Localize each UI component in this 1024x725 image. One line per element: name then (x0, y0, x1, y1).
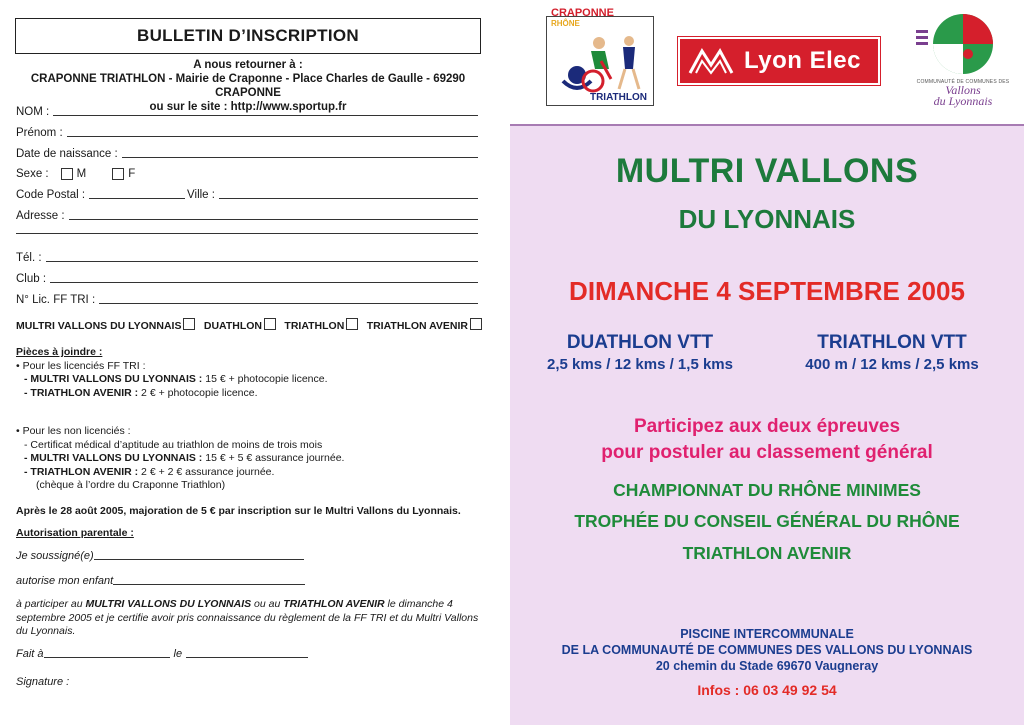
licencies-title: • Pour les licenciés FF TRI : (16, 359, 146, 372)
race-avenir-label: TRIATHLON AVENIR (366, 320, 468, 332)
fait-a-label: Fait à (16, 648, 44, 660)
duathlon-distances: 2,5 kms / 12 kms / 1,5 kms (547, 356, 733, 373)
craponne-logo-region: RHÔNE (551, 19, 580, 28)
race-option-avenir (367, 318, 486, 332)
soussigne-row (16, 550, 304, 562)
prenom-label: Prénom : (16, 127, 63, 139)
craponne-triathlon-logo (546, 7, 654, 106)
sexe-f-label: F (128, 168, 136, 180)
duathlon-block (520, 332, 760, 373)
vallons-du-lyonnais-logo (908, 10, 1018, 110)
vallons-emblem-icon (908, 10, 1018, 80)
tel-label: Tél. : (16, 252, 42, 264)
club-line[interactable] (50, 281, 478, 283)
lyon-elec-logo (678, 37, 880, 85)
ville-line[interactable] (219, 197, 478, 199)
licence-line[interactable] (99, 302, 478, 304)
adresse-line-1[interactable] (69, 218, 478, 220)
duathlon-name: DUATHLON VTT (566, 332, 714, 353)
championship-line-3: TRIATHLON AVENIR (682, 543, 852, 563)
code-postal-line[interactable] (89, 197, 185, 199)
field-club (16, 273, 478, 285)
registration-form (0, 0, 510, 723)
non-licencies-title: • Pour les non licenciés : (16, 425, 131, 437)
autorise-line[interactable] (113, 583, 305, 585)
return-address: CRAPONNE TRIATHLON - Mairie de Craponne - Place Charles de Gaulle - 69290 CRAPONNE (30, 73, 466, 99)
naissance-label: Date de naissance : (16, 148, 118, 160)
field-code-postal (16, 189, 478, 201)
race-choice-row (16, 318, 486, 332)
fait-a-line[interactable] (44, 656, 170, 658)
promo-line-2: pour postuler au classement général (601, 442, 933, 463)
code-postal-label: Code Postal : (16, 189, 86, 201)
race-duathlon-checkbox[interactable] (264, 318, 276, 330)
field-tel (16, 252, 478, 264)
licencies-item-2 (16, 387, 496, 401)
vallons-logo-line2: du Lyonnais (933, 94, 993, 108)
participation-part-2: ou au (251, 598, 284, 610)
triathlon-name: TRIATHLON VTT (817, 332, 967, 353)
race-option-duathlon (204, 318, 280, 332)
le-line[interactable] (186, 656, 308, 658)
info-phone: Infos : 06 03 49 92 54 (697, 682, 837, 698)
craponne-logo-sport: TRIATHLON (589, 92, 647, 103)
championship-line-2: TROPHÉE DU CONSEIL GÉNÉRAL DU RHÔNE (574, 511, 960, 531)
craponne-logo-text: CRAPONNE (551, 7, 614, 19)
vallons-logo-name (908, 85, 1018, 107)
autorisation-title (16, 527, 496, 541)
autorisation-title-text: Autorisation parentale : (16, 527, 134, 539)
non-lic-item-3-rest: 2 € + 2 € assurance journée. (138, 465, 275, 478)
field-prenom (16, 127, 478, 139)
pieces-title: Pièces à joindre : (16, 346, 103, 358)
soussigne-label: Je soussigné(e) (16, 550, 94, 562)
le-label: le (173, 648, 183, 660)
non-lic-item-4: (chèque à l’ordre du Craponne Triathlon) (36, 479, 226, 491)
field-adresse (16, 210, 478, 222)
majoration-note: Après le 28 août 2005, majoration de 5 € par inscription sur le Multri Vallons du Lyonnais. (16, 505, 461, 517)
adresse-label: Adresse : (16, 210, 65, 222)
race-triathlon-label: TRIATHLON (284, 320, 345, 332)
autorise-label: autorise mon enfant (16, 575, 114, 587)
form-title: BULLETIN D’INSCRIPTION (15, 18, 481, 54)
venue-line-3: 20 chemin du Stade 69670 Vaugneray (655, 659, 879, 673)
triathlon-block (772, 332, 1012, 373)
nom-label: NOM : (16, 106, 50, 118)
soussigne-line[interactable] (94, 558, 304, 560)
licence-label: N° Lic. FF TRI : (16, 294, 96, 306)
autorise-row (16, 575, 305, 587)
licencies-item-1-bold: - MULTRI VALLONS DU LYONNAIS : (24, 373, 203, 385)
championship-line-1: CHAMPIONNAT DU RHÔNE MINIMES (613, 480, 921, 500)
prenom-line[interactable] (67, 135, 478, 137)
fait-row (16, 648, 308, 660)
venue-block (510, 626, 1024, 674)
licencies-item-1 (16, 373, 496, 387)
venue-line-1: PISCINE INTERCOMMUNALE (680, 627, 854, 641)
non-lic-item-1: - Certificat médical d’aptitude au triathlon de moins de trois mois (24, 438, 323, 451)
event-date: DIMANCHE 4 SEPTEMBRE 2005 (569, 276, 965, 306)
licencies-item-2-rest: 2 € + photocopie licence. (138, 386, 258, 399)
return-to-label: A nous retourner à : (193, 59, 303, 71)
promo-line-1: Participez aux deux épreuves (633, 416, 901, 437)
field-licence (16, 294, 478, 306)
lyon-elec-mark-icon (684, 43, 738, 79)
race-multri-label: MULTRI VALLONS DU LYONNAIS (16, 320, 182, 332)
race-multri-checkbox[interactable] (183, 318, 195, 330)
signature-label: Signature : (16, 676, 70, 688)
field-naissance (16, 148, 478, 160)
field-adresse-2 (16, 232, 478, 236)
vallons-logo-small: COMMUNAUTÉ DE COMMUNES DES (916, 79, 1010, 85)
adresse-line-2[interactable] (16, 232, 478, 234)
event-poster (510, 0, 1024, 723)
race-avenir-checkbox[interactable] (470, 318, 482, 330)
poster-subtitle: DU LYONNAIS (678, 204, 856, 234)
field-sexe (16, 168, 216, 180)
poster-title: MULTRI VALLONS (615, 152, 919, 190)
club-label: Club : (16, 273, 47, 285)
participation-part-1: à participer au (16, 598, 86, 610)
participation-bold-1: MULTRI VALLONS DU LYONNAIS (85, 598, 252, 610)
sexe-m-label: M (76, 168, 87, 180)
sexe-label: Sexe : (16, 168, 49, 180)
tel-line[interactable] (46, 260, 478, 262)
licencies-item-1-rest: 15 € + photocopie licence. (202, 373, 328, 385)
participation-text (16, 598, 490, 639)
signature-row (16, 676, 69, 688)
non-lic-item-3-bold: - TRIATHLON AVENIR : (24, 465, 139, 478)
non-lic-item-2-bold: - MULTRI VALLONS DU LYONNAIS : (24, 452, 203, 464)
participation-part-3: le dimanche 4 septembre 2005 et je certifie avoir pris connaissance du règlement de la FF TRI et du Multri Vallons du Lyonnais. (16, 598, 479, 637)
triathlon-distances: 400 m / 12 kms / 2,5 kms (805, 356, 979, 373)
race-option-multri (16, 318, 199, 332)
non-lic-item-2-rest: 15 € + 5 € assurance journée. (202, 452, 345, 464)
lyon-elec-name: Lyon Elec (744, 47, 861, 74)
ville-label: Ville : (187, 189, 215, 201)
race-option-triathlon (284, 318, 362, 332)
licencies-item-2-bold: - TRIATHLON AVENIR : (24, 386, 139, 399)
sexe-m-checkbox[interactable] (61, 168, 73, 180)
pieces-section (16, 346, 496, 400)
non-licencies-section (16, 425, 496, 493)
non-lic-item-3 (16, 466, 496, 480)
non-lic-item-2 (16, 452, 496, 466)
vallons-logo-line1: Vallons (945, 83, 981, 97)
naissance-line[interactable] (122, 156, 478, 158)
nom-line[interactable] (53, 114, 478, 116)
race-triathlon-checkbox[interactable] (346, 318, 358, 330)
participation-bold-2: TRIATHLON AVENIR (283, 598, 385, 610)
field-nom (16, 106, 478, 118)
sexe-f-checkbox[interactable] (112, 168, 124, 180)
website-line: ou sur le site : http://www.sportup.fr (149, 101, 347, 113)
race-duathlon-label: DUATHLON (203, 320, 263, 332)
venue-line-2: DE LA COMMUNAUTÉ DE COMMUNES DES VALLONS DU LYONNAIS (561, 643, 973, 657)
